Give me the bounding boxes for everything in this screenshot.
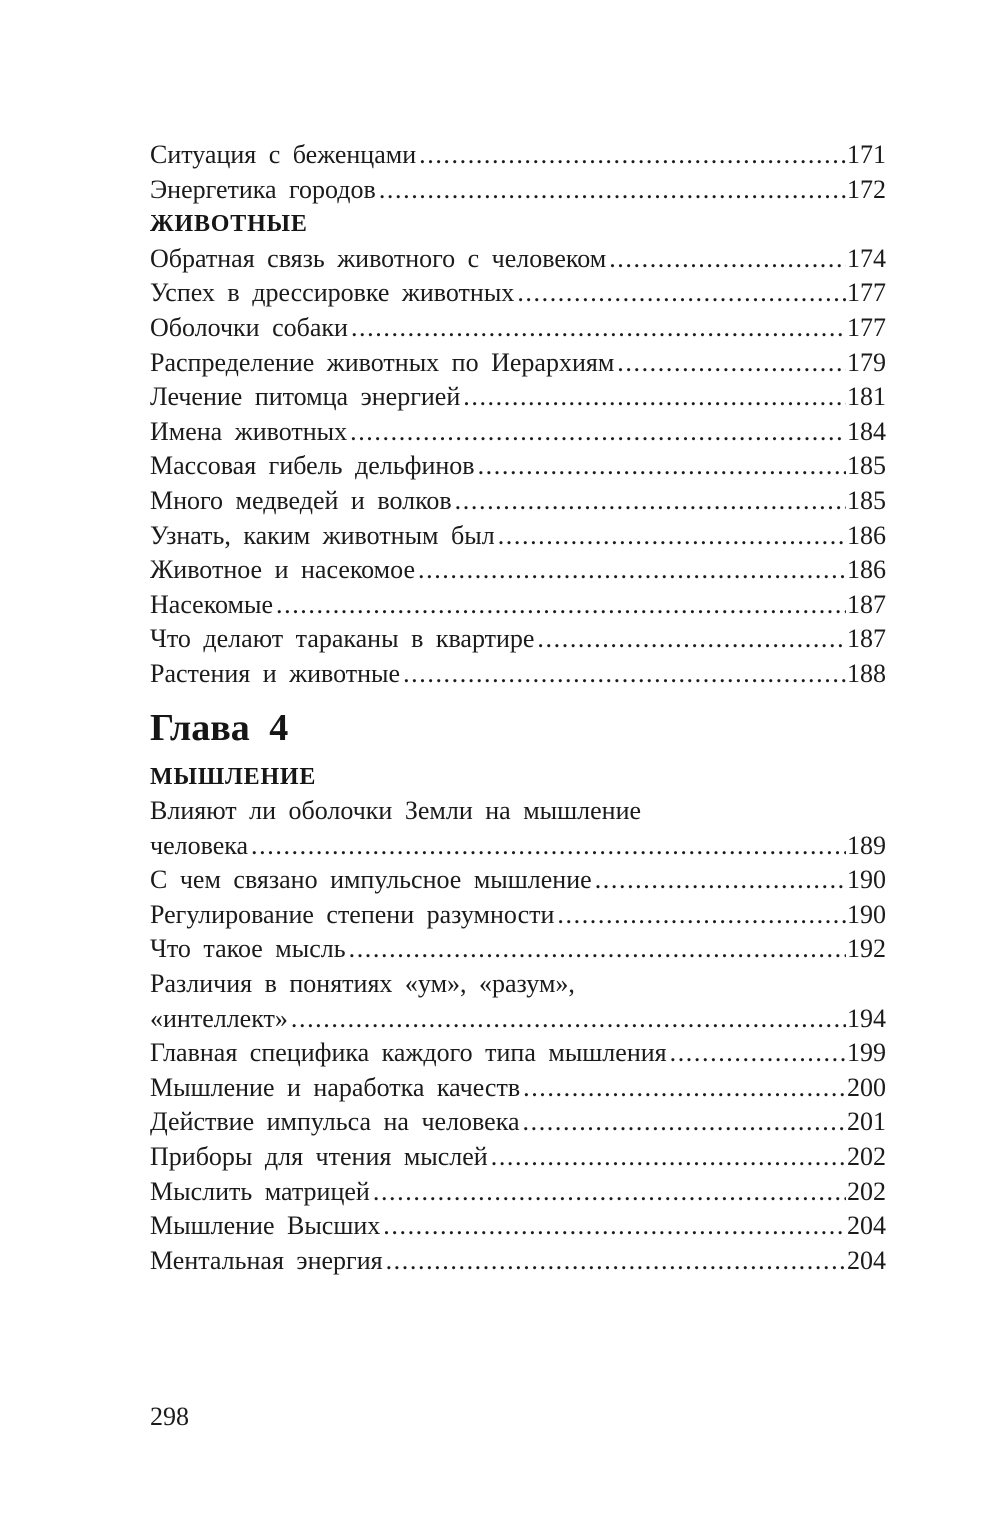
- toc-entry: [150, 1209, 886, 1244]
- dot-leader: [379, 173, 846, 208]
- section-heading: МЫШЛЕНИЕ: [150, 763, 317, 790]
- toc-entry-title: Массовая гибель дельфинов: [150, 451, 475, 481]
- toc-entry-title: С чем связано импульсное мышление: [150, 865, 592, 895]
- toc-entry: [150, 932, 886, 967]
- dot-leader: [523, 1071, 846, 1106]
- page-number: 298: [150, 1402, 189, 1431]
- dot-leader: [351, 311, 846, 346]
- dot-leader: [670, 1036, 846, 1071]
- toc-entry: [150, 1105, 886, 1140]
- toc-entry: [150, 415, 886, 450]
- toc-entry-title: Главная специфика каждого типа мышления: [150, 1038, 667, 1068]
- toc-entry-page: 179: [847, 347, 886, 377]
- toc-entry-line1: [150, 794, 886, 829]
- toc-entry-title: Влияют ли оболочки Земли на мышление: [150, 796, 642, 826]
- toc-entry: [150, 380, 886, 415]
- toc-entry-page: 186: [847, 555, 886, 585]
- chapter-heading: Глава 4: [150, 706, 289, 749]
- toc-entry-title: человека: [150, 830, 249, 860]
- toc-entry-page: 190: [847, 899, 886, 929]
- dot-leader: [419, 138, 846, 173]
- toc-entry-page: 177: [847, 278, 886, 308]
- toc-entry-page: 185: [847, 451, 886, 481]
- toc-entry-title: Ситуация с беженцами: [150, 140, 417, 169]
- toc-entry: [150, 863, 886, 898]
- dot-leader: [557, 898, 846, 933]
- toc-entry-title: Много медведей и волков: [150, 485, 452, 515]
- toc-entry: [150, 588, 886, 623]
- toc-entry-title: Действие импульса на человека: [150, 1107, 520, 1137]
- toc-entry-title: Мыслить матрицей: [150, 1176, 370, 1206]
- toc-entry-title: Обратная связь животного с человеком: [150, 243, 607, 273]
- section-heading: ЖИВОТНЫЕ: [150, 211, 308, 238]
- toc-entry-page: 192: [847, 934, 886, 964]
- toc-entry-title: Мышление и наработка качеств: [150, 1072, 521, 1102]
- dot-leader: [617, 346, 846, 381]
- dot-leader: [491, 1140, 846, 1175]
- dot-leader: [386, 1244, 846, 1279]
- dot-leader: [383, 1209, 846, 1244]
- toc-entry: [150, 242, 886, 277]
- toc-entry-page: 204: [847, 1211, 886, 1241]
- dot-leader: [498, 519, 846, 554]
- dot-leader: [418, 553, 846, 588]
- toc-entry-title: Ментальная энергия: [150, 1245, 383, 1275]
- dot-leader: [517, 276, 846, 311]
- toc-entry-page: 204: [847, 1245, 886, 1275]
- toc-entry-title: Узнать, каким животным был: [150, 520, 495, 550]
- toc-entry: [150, 1140, 886, 1175]
- toc-entry: [150, 622, 886, 657]
- toc-entry-line2: [150, 1002, 886, 1037]
- toc-entry-title: Растения и животные: [150, 658, 401, 688]
- toc-entry-title: Оболочки собаки: [150, 312, 348, 342]
- toc-entry-page: 199: [847, 1038, 886, 1068]
- toc-entry: [150, 276, 886, 311]
- table-of-contents: [150, 138, 886, 1278]
- toc-entry-title: Что делают тараканы в квартире: [150, 624, 535, 654]
- dot-leader: [349, 932, 846, 967]
- toc-entry: [150, 1175, 886, 1210]
- toc-entry: [150, 449, 886, 484]
- toc-entry: [150, 519, 886, 554]
- dot-leader: [523, 1105, 847, 1140]
- dot-leader: [403, 657, 846, 692]
- toc-entry-page: 189: [847, 830, 886, 860]
- dot-leader: [291, 1002, 846, 1037]
- toc-entry-title: Энергетика городов: [150, 174, 376, 204]
- toc-entry: [150, 553, 886, 588]
- toc-entry-title: Регулирование степени разумности: [150, 899, 555, 929]
- toc-entry-page: 200: [847, 1072, 886, 1102]
- toc-entry-page: 187: [847, 624, 886, 654]
- toc-entry: [150, 657, 886, 692]
- toc-entry-title: Насекомые: [150, 589, 273, 619]
- toc-entry-title: «интеллект»: [150, 1003, 288, 1033]
- toc-entry-title: Что такое мысль: [150, 934, 346, 964]
- toc-entry-title: Приборы для чтения мыслей: [150, 1142, 488, 1172]
- toc-entry-title: Различия в понятиях «ум», «разум»,: [150, 969, 575, 999]
- toc-entry-page: 184: [847, 416, 886, 446]
- toc-entry-page: 190: [847, 865, 886, 895]
- toc-entry-title: Животное и насекомое: [150, 555, 415, 585]
- dot-leader: [595, 863, 846, 898]
- toc-entry: [150, 484, 886, 519]
- toc-entry: [150, 898, 886, 933]
- toc-entry: [150, 1244, 886, 1279]
- toc-entry-line2: [150, 829, 886, 864]
- toc-entry-title: Имена животных: [150, 416, 348, 446]
- dot-leader: [276, 588, 846, 623]
- dot-leader: [251, 829, 846, 864]
- dot-leader: [455, 484, 846, 519]
- toc-entry-page: 194: [847, 1003, 886, 1033]
- toc-entry: [150, 311, 886, 346]
- toc-entry-title: Лечение питомца энергией: [150, 382, 461, 412]
- dot-leader: [373, 1175, 846, 1210]
- toc-entry-page: 171: [847, 140, 886, 169]
- toc-entry: [150, 138, 886, 173]
- dot-leader: [463, 380, 846, 415]
- toc-entry-title: Успех в дрессировке животных: [150, 278, 515, 308]
- toc-entry-page: 188: [847, 658, 886, 688]
- toc-entry-page: 181: [847, 382, 886, 412]
- toc-entry-title: Распределение животных по Иерархиям: [150, 347, 615, 377]
- toc-entry: [150, 173, 886, 208]
- dot-leader: [609, 242, 846, 277]
- toc-entry-line1: [150, 967, 886, 1002]
- toc-entry-title: Мышление Высших: [150, 1211, 381, 1241]
- dot-leader: [478, 449, 846, 484]
- toc-entry-page: 186: [847, 520, 886, 550]
- toc-entry-page: 185: [847, 485, 886, 515]
- toc-entry-page: 172: [847, 174, 886, 204]
- toc-entry: [150, 1036, 886, 1071]
- toc-entry-page: 174: [847, 243, 886, 273]
- toc-entry-page: 201: [847, 1107, 886, 1137]
- toc-entry-page: 177: [847, 312, 886, 342]
- toc-entry-page: 202: [847, 1176, 886, 1206]
- dot-leader: [537, 622, 846, 657]
- toc-entry-page: 187: [847, 589, 886, 619]
- dot-leader: [350, 415, 846, 450]
- toc-entry: [150, 346, 886, 381]
- toc-entry-page: 202: [847, 1142, 886, 1172]
- toc-entry: [150, 1071, 886, 1106]
